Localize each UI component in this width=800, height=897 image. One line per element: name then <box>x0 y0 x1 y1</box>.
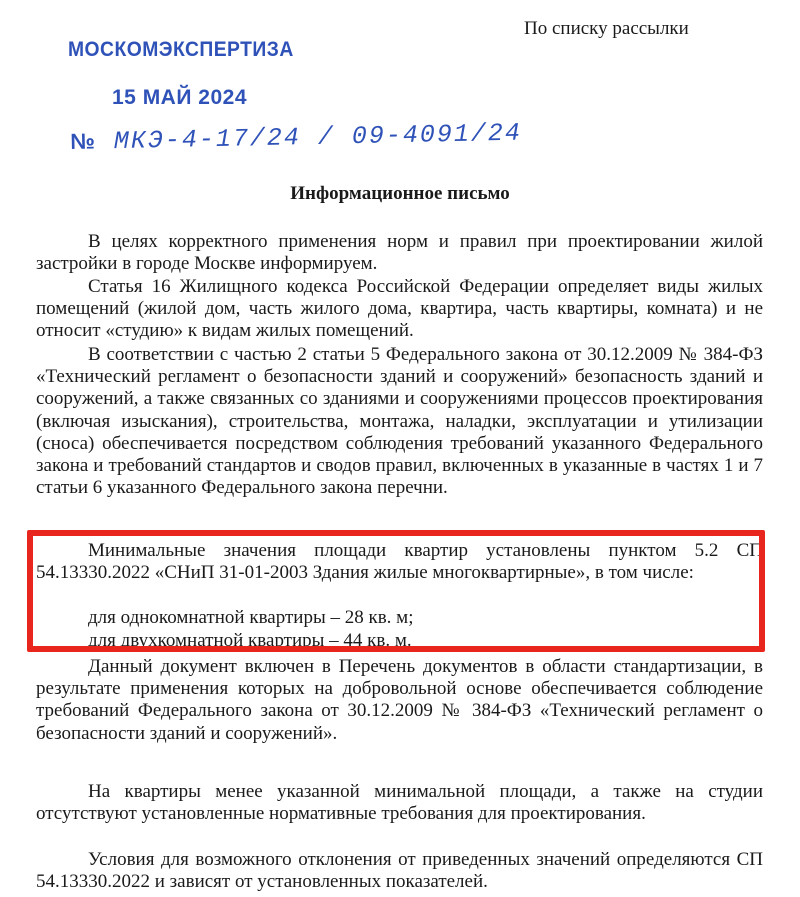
paragraph-6: На квартиры менее указанной минимальной площади, а также на студии отсутствуют установленные нормативные требования для проектирования. <box>36 781 763 825</box>
registration-number: МКЭ-4-17/24 / 09-4091/24 <box>113 118 523 157</box>
stamp-organization: МОСКОМЭКСПЕРТИЗА <box>68 38 294 61</box>
stamp-registration <box>70 119 522 157</box>
distribution-note: По списку рассылки <box>524 18 689 39</box>
paragraph-5: Данный документ включен в Перечень документов в области стандартизации, в результате применения которых на добровольной основе обеспечивается соблюдение требований Федерального закона от 30.12.2009 № 384-ФЗ «Технический регламент о безопасности зданий и сооружений». <box>36 656 763 744</box>
stamp-date: 15 МАЙ 2024 <box>112 86 247 109</box>
paragraph-4: Минимальные значения площади квартир установлены пунктом 5.2 СП 54.13330.2022 «СНиП 31-01-2003 Здания жилые многоквартирные», в том числе: <box>36 540 763 584</box>
highlight-frame <box>27 530 765 652</box>
letter-title: Информационное письмо <box>290 183 510 204</box>
number-sign: № <box>70 128 98 154</box>
paragraph-1: В целях корректного применения норм и правил при проектировании жилой застройки в городе Москве информируем. <box>36 231 763 275</box>
list-item: для однокомнатной квартиры – 28 кв. м; <box>88 607 414 628</box>
paragraph-7: Условия для возможного отклонения от приведенных значений определяются СП 54.13330.2022 и зависят от установленных показателей. <box>36 849 763 893</box>
paragraph-3: В соответствии с частью 2 статьи 5 Федерального закона от 30.12.2009 № 384-ФЗ «Технический регламент о безопасности зданий и сооружений» безопасность зданий и сооружений, а также связанных со зданиями и сооружениями процессов проектирования (включая изыскания), строительства, монтажа, наладки, эксплуатации и утилизации (сноса) обеспечивается посредством соблюдения требований указанного Федерального закона и требований стандартов и сводов правил, включенных в указанные в частях 1 и 7 статьи 6 указанного Федерального закона перечни. <box>36 344 763 499</box>
paragraph-2: Статья 16 Жилищного кодекса Российской Федерации определяет виды жилых помещений (жилой дом, часть жилого дома, квартира, часть квартиры, комната) и не относит «студию» к видам жилых помещений. <box>36 276 763 342</box>
list-item: для двухкомнатной квартиры – 44 кв. м. <box>88 630 412 651</box>
scan-cut <box>36 515 636 529</box>
